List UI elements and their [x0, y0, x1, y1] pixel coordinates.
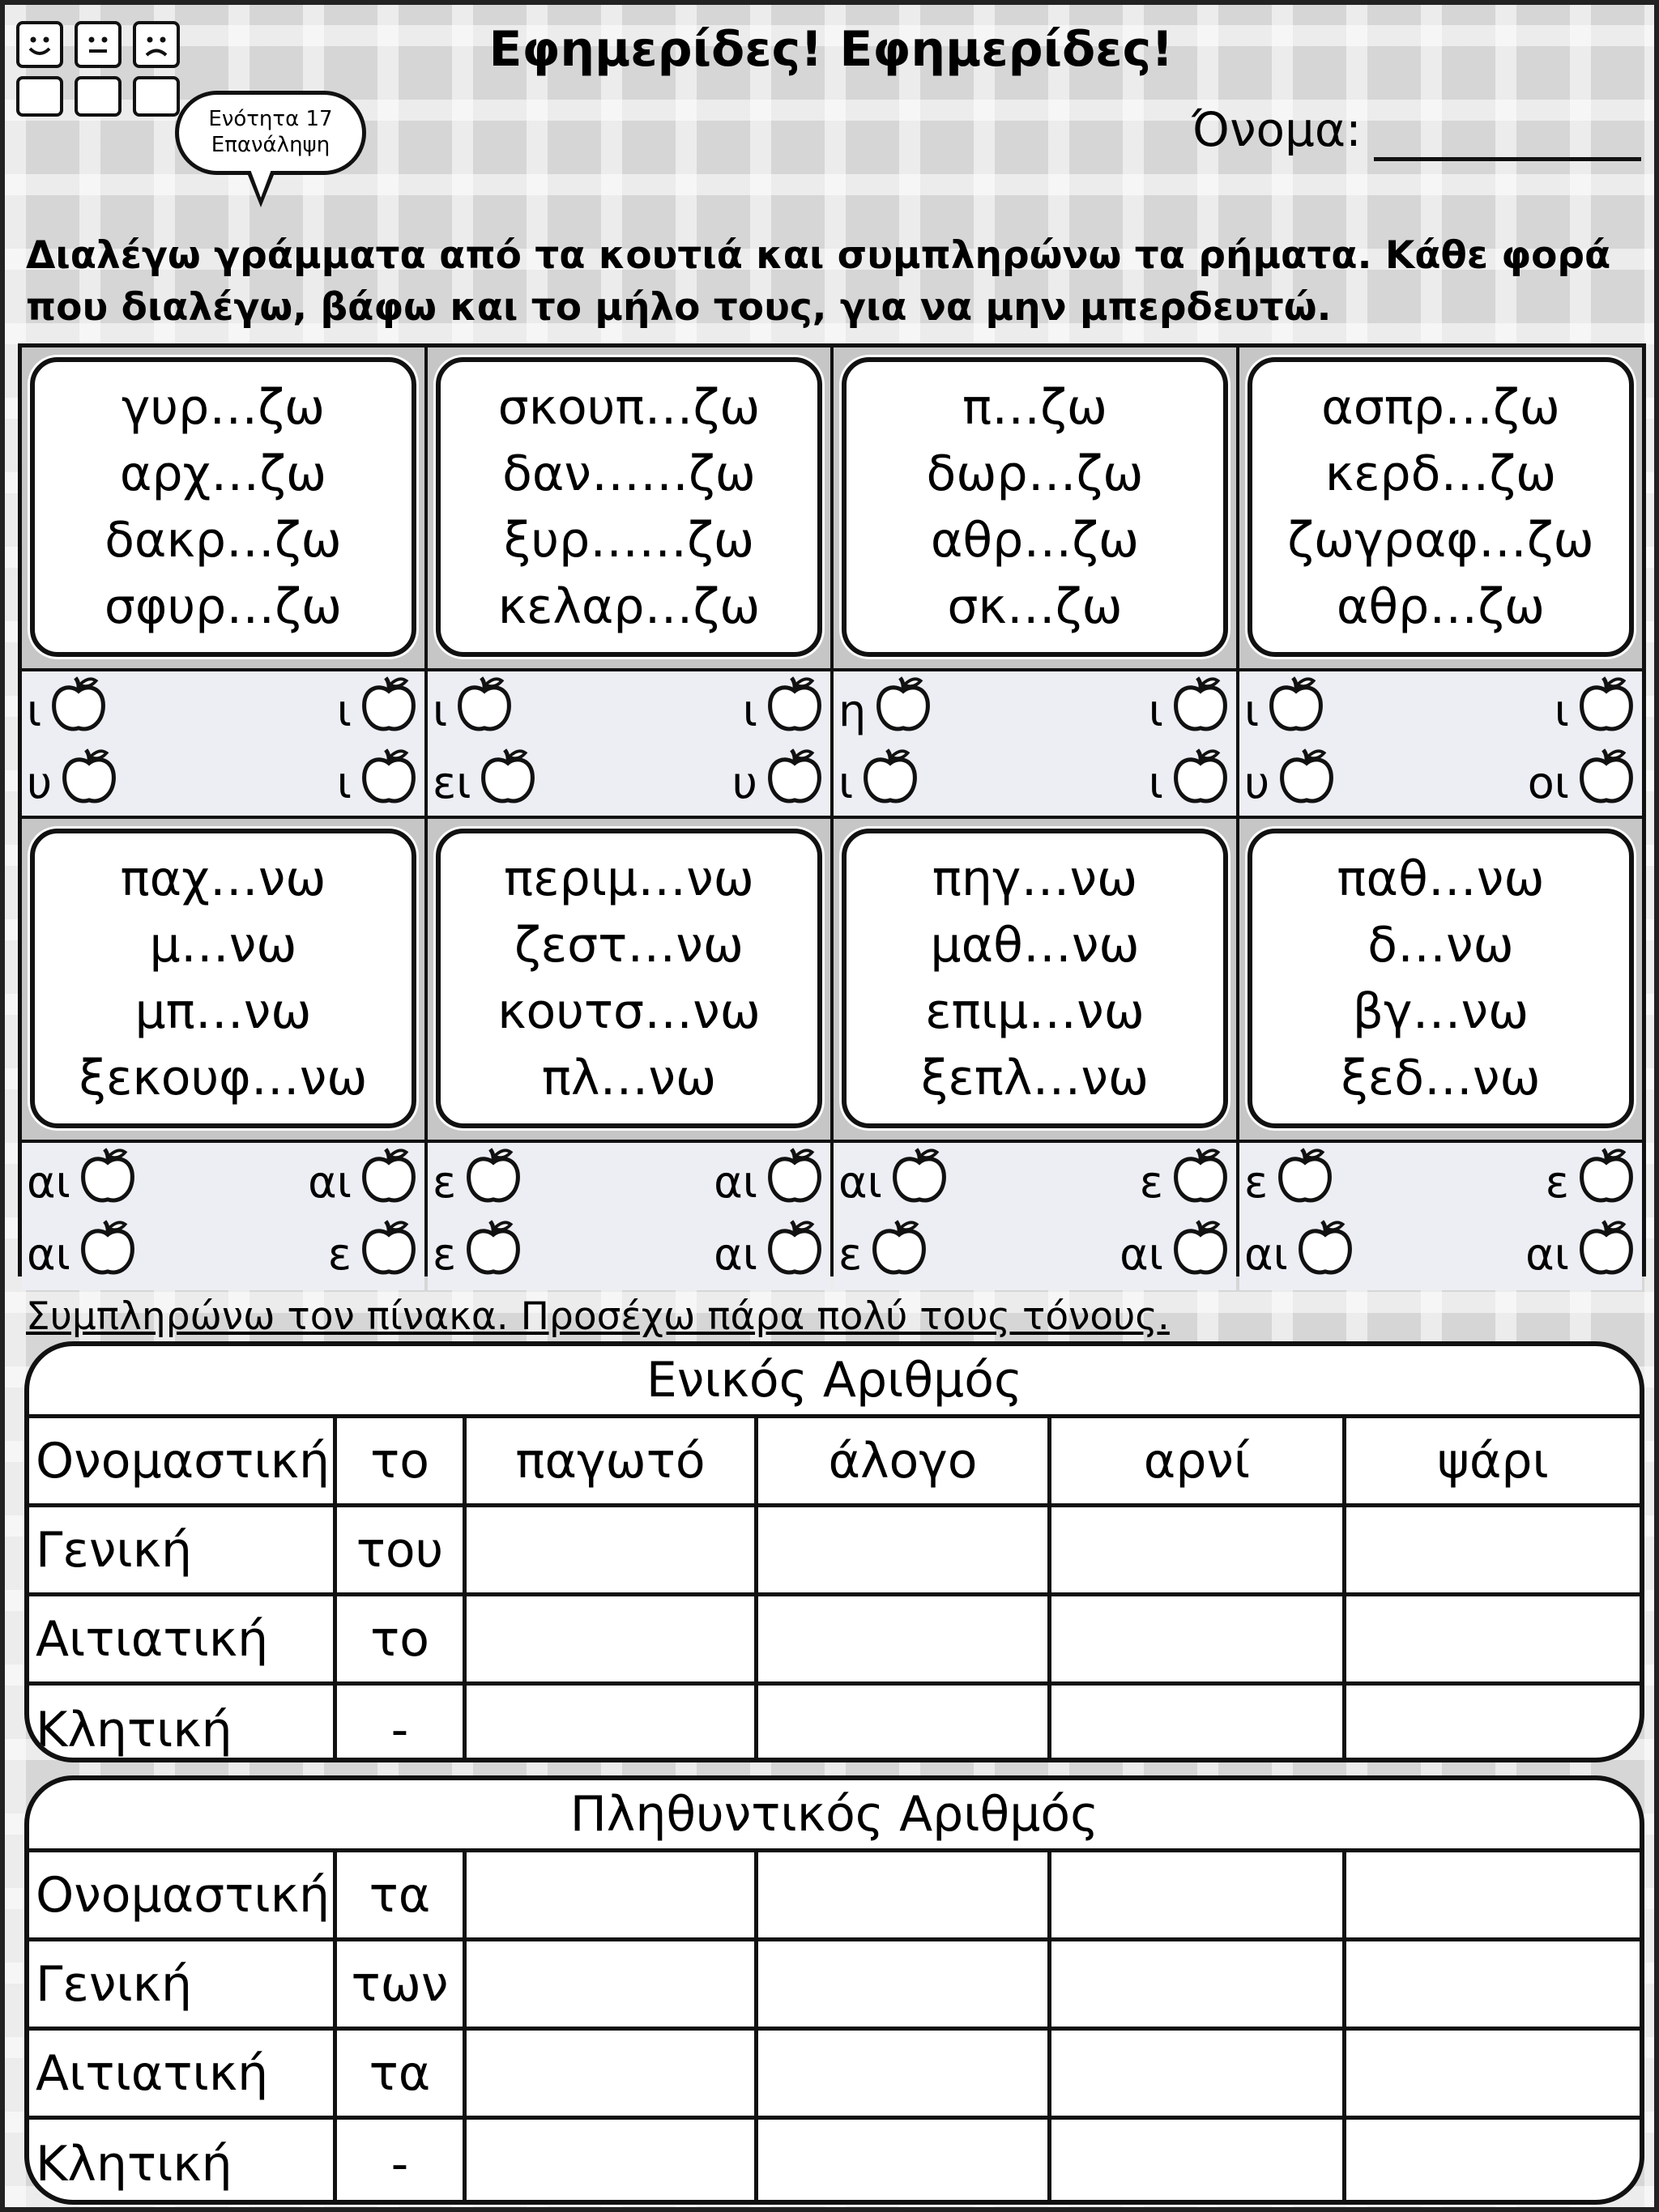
answer-cell[interactable] — [1051, 2120, 1346, 2205]
apple-icon[interactable] — [868, 1218, 930, 1290]
letter-option-label: ε — [327, 1229, 352, 1280]
word-cell — [834, 347, 1236, 668]
letter-option[interactable] — [838, 675, 1035, 747]
letter-option[interactable] — [1035, 675, 1232, 747]
letter-option-label: ι — [838, 757, 854, 808]
letter-option[interactable] — [1441, 675, 1638, 747]
letter-option-label: αι — [1525, 1229, 1569, 1280]
instruction-table: Συμπληρώνω τον πίνακα. Προσέχω πάρα πολύ τους τόνους. — [26, 1294, 1170, 1339]
apple-icon[interactable] — [454, 675, 515, 747]
letter-option[interactable] — [1244, 1146, 1441, 1218]
apple-icon[interactable] — [358, 1218, 420, 1290]
word-cell — [1239, 819, 1642, 1140]
verb-blank[interactable]: βγ…νω — [1352, 983, 1529, 1040]
letter-option[interactable] — [1035, 1218, 1232, 1290]
letter-options — [834, 671, 1236, 816]
case-name: Αιτιατική — [29, 2031, 337, 2120]
letter-option[interactable] — [1035, 747, 1232, 819]
case-name: Γενική — [29, 1941, 337, 2031]
article: το — [337, 1596, 467, 1686]
letter-option[interactable] — [27, 675, 224, 747]
case-name: Κλητική — [29, 1686, 337, 1762]
verb-blank[interactable]: ασπρ…ζω — [1321, 379, 1560, 436]
verb-exercise-grid — [18, 343, 1646, 1280]
letter-option-label: ι — [336, 685, 352, 736]
answer-cell[interactable] — [758, 2031, 1051, 2120]
letter-option[interactable] — [27, 1146, 224, 1218]
letter-option[interactable] — [433, 1218, 629, 1290]
letter-options — [428, 1143, 830, 1290]
letter-option[interactable] — [27, 747, 224, 819]
apple-icon[interactable] — [463, 1146, 524, 1218]
answer-cell[interactable] — [467, 2120, 758, 2205]
case-name: Ονομαστική — [29, 1852, 337, 1941]
letter-option[interactable] — [224, 1218, 420, 1290]
apple-icon[interactable] — [764, 747, 825, 819]
apple-icon[interactable] — [1276, 747, 1337, 819]
answer-cell[interactable] — [467, 1852, 758, 1941]
answer-cell[interactable] — [1051, 1941, 1346, 2031]
verb-blank[interactable]: πλ…νω — [541, 1050, 717, 1106]
verb-card — [30, 357, 416, 657]
apple-icon[interactable] — [358, 747, 420, 819]
singular-table-title: Ενικός Αριθμός — [29, 1346, 1640, 1418]
article: - — [337, 1686, 467, 1762]
letter-option[interactable] — [1244, 1218, 1441, 1290]
letter-option-label: ει — [433, 757, 471, 808]
letter-option-label: αι — [714, 1157, 757, 1208]
letter-option-label: αι — [27, 1229, 70, 1280]
letter-option-label: ε — [1139, 1157, 1163, 1208]
verb-blank[interactable]: σφυρ…ζω — [104, 578, 343, 635]
name-label: Όνομα: — [1192, 102, 1362, 157]
letter-option[interactable] — [838, 747, 1035, 819]
verb-blank[interactable]: κελαρ…ζω — [497, 578, 761, 635]
letter-option[interactable] — [1441, 747, 1638, 819]
verb-card — [1247, 829, 1634, 1128]
word-cell — [428, 819, 830, 1140]
article: τα — [337, 1852, 467, 1941]
verb-blank[interactable]: γυρ…ζω — [121, 379, 326, 436]
badge-tail-fill — [249, 165, 273, 198]
word-cell — [834, 819, 1236, 1140]
letter-option[interactable] — [224, 1146, 420, 1218]
verb-blank[interactable]: ξεδ…νω — [1341, 1050, 1541, 1106]
verb-blank[interactable]: παθ…νω — [1337, 850, 1545, 907]
verb-blank[interactable]: ξεκουφ…νω — [79, 1050, 368, 1106]
case-name: Γενική — [29, 1507, 337, 1596]
letter-option-label: ι — [1554, 685, 1569, 736]
answer-cell[interactable] — [1346, 1852, 1640, 1941]
article: - — [337, 2120, 467, 2205]
badge-unit-label: Ενότητα 17 — [208, 107, 333, 131]
apple-icon[interactable] — [1294, 1218, 1356, 1290]
name-field[interactable] — [1374, 157, 1641, 161]
article: του — [337, 1507, 467, 1596]
answer-cell[interactable] — [758, 1686, 1051, 1762]
verb-card — [1247, 357, 1634, 657]
letter-option[interactable] — [224, 675, 420, 747]
apple-icon[interactable] — [48, 675, 109, 747]
letter-option[interactable] — [629, 747, 826, 819]
verb-blank[interactable]: π…ζω — [962, 379, 1107, 436]
letter-option-label: ι — [336, 757, 352, 808]
answer-cell[interactable] — [758, 1507, 1051, 1596]
verb-blank[interactable]: κουτσ…νω — [497, 983, 761, 1040]
letter-option-label: αι — [1244, 1229, 1288, 1280]
answer-cell[interactable] — [1051, 1686, 1346, 1762]
verb-blank[interactable]: ξεπλ…νω — [920, 1050, 1149, 1106]
answer-cell[interactable] — [758, 1596, 1051, 1686]
case-name: Αιτιατική — [29, 1596, 337, 1686]
letter-option-label: η — [838, 685, 867, 736]
answer-cell[interactable] — [1346, 1507, 1640, 1596]
letter-option-label: ι — [742, 685, 757, 736]
apple-icon[interactable] — [1576, 1146, 1637, 1218]
letter-option-label: υ — [731, 757, 757, 808]
case-name: Ονομαστική — [29, 1418, 337, 1507]
answer-cell[interactable] — [758, 1852, 1051, 1941]
verb-blank[interactable]: μαθ…νω — [930, 917, 1140, 974]
apple-icon[interactable] — [77, 1218, 139, 1290]
verb-card — [436, 829, 822, 1128]
letter-option-label: υ — [27, 757, 53, 808]
apple-icon[interactable] — [764, 1218, 825, 1290]
apple-icon[interactable] — [1170, 1146, 1231, 1218]
happy-face-icon[interactable] — [16, 21, 63, 68]
verb-blank[interactable]: επιμ…νω — [925, 983, 1145, 1040]
apple-icon[interactable] — [58, 747, 120, 819]
verb-card — [842, 829, 1228, 1128]
verb-blank[interactable]: δ…νω — [1367, 917, 1514, 974]
word-cell — [428, 347, 830, 668]
answer-cell[interactable] — [1346, 1686, 1640, 1762]
article: το — [337, 1418, 467, 1507]
apple-icon[interactable] — [1170, 1218, 1231, 1290]
apple-icon[interactable] — [764, 675, 825, 747]
apple-icon[interactable] — [463, 1218, 524, 1290]
letter-option[interactable] — [629, 1146, 826, 1218]
letter-option[interactable] — [433, 675, 629, 747]
unit-badge — [175, 91, 366, 175]
letter-option-label: ε — [433, 1157, 457, 1208]
verb-blank[interactable]: ξυρ……ζω — [503, 512, 755, 569]
self-assessment-checkbox[interactable] — [133, 76, 180, 117]
apple-icon[interactable] — [1576, 675, 1637, 747]
letter-options — [1239, 1143, 1642, 1290]
letter-option-label: ε — [1545, 1157, 1569, 1208]
answer-cell[interactable] — [1346, 1596, 1640, 1686]
singular-table-grid — [29, 1418, 1640, 1762]
verb-blank[interactable]: δακρ…ζω — [104, 512, 342, 569]
verb-blank[interactable]: σκουπ…ζω — [497, 379, 761, 436]
singular-table — [24, 1341, 1644, 1762]
letter-option[interactable] — [433, 747, 629, 819]
plural-table — [24, 1775, 1644, 2205]
letter-option-label: αι — [27, 1157, 70, 1208]
letter-options — [428, 671, 830, 816]
apple-icon[interactable] — [358, 1146, 420, 1218]
sad-face-icon[interactable] — [133, 21, 180, 68]
answer-cell[interactable] — [467, 2031, 758, 2120]
plural-table-grid — [29, 1852, 1640, 2205]
answer-cell[interactable] — [1051, 2031, 1346, 2120]
letter-option-label: οι — [1527, 757, 1569, 808]
noun-header: αρνί — [1051, 1418, 1346, 1507]
verb-blank[interactable]: δαν……ζω — [502, 445, 756, 502]
apple-icon[interactable] — [889, 1146, 950, 1218]
letter-option[interactable] — [1244, 675, 1441, 747]
apple-icon[interactable] — [1265, 675, 1327, 747]
apple-icon[interactable] — [872, 675, 934, 747]
answer-cell[interactable] — [467, 1596, 758, 1686]
letter-option[interactable] — [629, 675, 826, 747]
apple-icon[interactable] — [477, 747, 539, 819]
verb-blank[interactable]: αθρ…ζω — [1336, 578, 1546, 635]
letter-option[interactable] — [1441, 1146, 1638, 1218]
letter-option[interactable] — [1035, 1146, 1232, 1218]
neutral-face-icon[interactable] — [75, 21, 122, 68]
letter-option-label: ε — [838, 1229, 863, 1280]
verb-blank[interactable]: αρχ…ζω — [119, 445, 327, 502]
letter-option-label: ε — [1244, 1157, 1269, 1208]
letter-options — [834, 1143, 1236, 1290]
letter-option[interactable] — [433, 1146, 629, 1218]
letter-options — [1239, 671, 1642, 816]
verb-card — [30, 829, 416, 1128]
worksheet-title: Εφημερίδες! Εφημερίδες! — [488, 21, 1174, 78]
letter-options — [22, 671, 424, 816]
badge-review-label: Επανάληψη — [211, 133, 331, 157]
answer-cell[interactable] — [1346, 2120, 1640, 2205]
letter-option-label: αι — [714, 1229, 757, 1280]
letter-option[interactable] — [1244, 747, 1441, 819]
apple-icon[interactable] — [859, 747, 921, 819]
answer-cell[interactable] — [467, 1507, 758, 1596]
plural-table-title: Πληθυντικός Αριθμός — [29, 1780, 1640, 1852]
letter-options — [22, 1143, 424, 1290]
verb-blank[interactable]: περιμ…νω — [504, 850, 754, 907]
self-assessment-checkbox[interactable] — [16, 76, 63, 117]
verb-blank[interactable]: μ…νω — [149, 917, 297, 974]
letter-option-label: αι — [308, 1157, 352, 1208]
letter-option-label: αι — [1120, 1229, 1163, 1280]
apple-icon[interactable] — [1170, 747, 1231, 819]
article: τα — [337, 2031, 467, 2120]
verb-blank[interactable]: ζεστ…νω — [514, 917, 744, 974]
apple-icon[interactable] — [1576, 747, 1637, 819]
letter-option[interactable] — [629, 1218, 826, 1290]
apple-icon[interactable] — [1274, 1146, 1336, 1218]
verb-card — [436, 357, 822, 657]
answer-cell[interactable] — [1051, 1852, 1346, 1941]
answer-cell[interactable] — [1051, 1507, 1346, 1596]
letter-option[interactable] — [224, 747, 420, 819]
word-cell — [1239, 347, 1642, 668]
word-cell — [22, 819, 424, 1140]
apple-icon[interactable] — [764, 1146, 825, 1218]
answer-cell[interactable] — [758, 2120, 1051, 2205]
noun-header: ψάρι — [1346, 1418, 1640, 1507]
answer-cell[interactable] — [1346, 1941, 1640, 2031]
apple-icon[interactable] — [77, 1146, 139, 1218]
verb-blank[interactable]: σκ…ζω — [947, 578, 1123, 635]
letter-option-label: ι — [433, 685, 448, 736]
letter-option[interactable] — [1441, 1218, 1638, 1290]
verb-card — [842, 357, 1228, 657]
answer-cell[interactable] — [1051, 1596, 1346, 1686]
answer-cell[interactable] — [467, 1686, 758, 1762]
letter-option[interactable] — [838, 1218, 1035, 1290]
letter-option[interactable] — [838, 1146, 1035, 1218]
letter-option-label: ε — [433, 1229, 457, 1280]
verb-blank[interactable]: αθρ…ζω — [930, 512, 1140, 569]
letter-option-label: αι — [838, 1157, 882, 1208]
instruction-verbs: Διαλέγω γράμματα από τα κουτιά και συμπληρώνω τα ρήματα. Κάθε φορά που διαλέγω, βάφω και το μήλο τους, για να μην μπερδευτώ. — [26, 233, 1611, 330]
apple-icon[interactable] — [358, 675, 420, 747]
article: των — [337, 1941, 467, 2031]
answer-cell[interactable] — [467, 1941, 758, 2031]
letter-option-label: υ — [1244, 757, 1270, 808]
verb-blank[interactable]: ζωγραφ…ζω — [1287, 512, 1594, 569]
letter-option[interactable] — [27, 1218, 224, 1290]
answer-cell[interactable] — [1346, 2031, 1640, 2120]
letter-option-label: ι — [1244, 685, 1260, 736]
self-assessment-checkbox[interactable] — [75, 76, 122, 117]
verb-blank[interactable]: κερδ…ζω — [1324, 445, 1557, 502]
noun-header: άλογο — [758, 1418, 1051, 1507]
noun-header: παγωτό — [467, 1418, 758, 1507]
answer-cell[interactable] — [758, 1941, 1051, 2031]
letter-option-label: ι — [27, 685, 42, 736]
word-cell — [22, 347, 424, 668]
verb-blank[interactable]: μπ…νω — [134, 983, 312, 1040]
verb-blank[interactable]: δωρ…ζω — [926, 445, 1144, 502]
letter-option-label: ι — [1148, 685, 1163, 736]
verb-blank[interactable]: πηγ…νω — [932, 850, 1138, 907]
apple-icon[interactable] — [1576, 1218, 1637, 1290]
case-name: Κλητική — [29, 2120, 337, 2205]
verb-blank[interactable]: παχ…νω — [120, 850, 326, 907]
apple-icon[interactable] — [1170, 675, 1231, 747]
letter-option-label: ι — [1148, 757, 1163, 808]
